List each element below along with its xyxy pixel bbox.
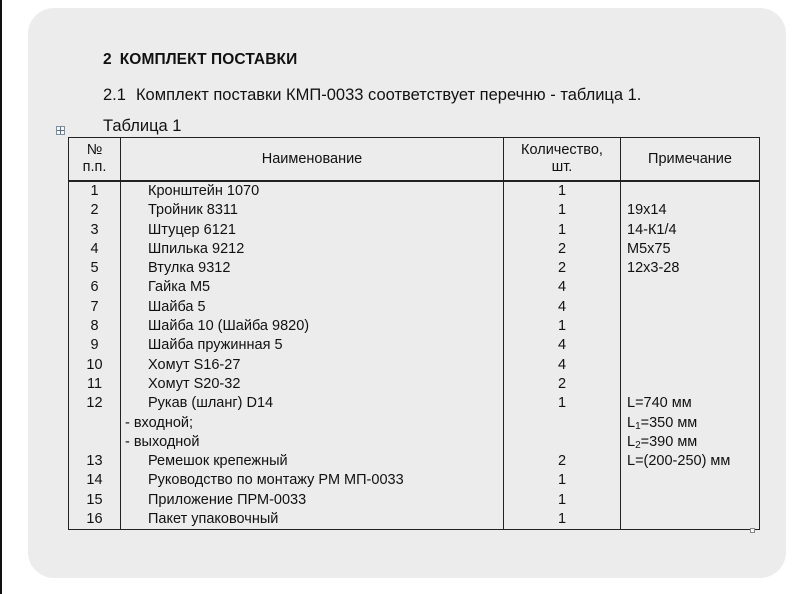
row-quantity: 2 — [504, 259, 621, 278]
table-row — [69, 491, 760, 510]
row-name: Втулка 9312 — [148, 260, 231, 277]
row-name: Кронштейн 1070 — [148, 183, 260, 199]
row-quantity: 1 — [504, 317, 621, 336]
row-note — [621, 317, 760, 336]
row-name-cell — [121, 394, 504, 413]
paragraph-text: Комплект поставки КМП-0033 соответствует перечню - таблица 1. — [135, 86, 642, 104]
table-row — [69, 394, 760, 413]
row-name: Шайба 5 — [148, 298, 206, 315]
row-quantity — [504, 433, 621, 452]
row-quantity: 1 — [504, 491, 621, 510]
row-name-cell — [121, 336, 504, 355]
row-name: Шайба пружинная 5 — [148, 337, 283, 354]
row-number: 7 — [69, 298, 121, 317]
row-name: Руководство по монтажу РМ МП-0033 — [148, 472, 404, 489]
section-title: КОМПЛЕКТ ПОСТАВКИ — [119, 51, 298, 68]
row-note — [621, 278, 760, 297]
header-name: Наименование — [121, 138, 504, 182]
table-row — [69, 201, 760, 220]
row-quantity: 1 — [504, 221, 621, 240]
row-number: 16 — [69, 510, 121, 530]
row-name: Хомут S20-32 — [148, 375, 241, 392]
row-quantity: 1 — [504, 510, 621, 530]
row-name-cell — [121, 471, 504, 490]
row-note: 14-К1/4 — [621, 221, 760, 240]
table-row — [69, 278, 760, 297]
row-note — [621, 356, 760, 375]
row-number: 13 — [69, 452, 121, 471]
row-number: 4 — [69, 240, 121, 259]
row-name: Рукав (шланг) D14 — [148, 395, 274, 412]
row-quantity: 4 — [504, 298, 621, 317]
table-row — [69, 471, 760, 490]
row-quantity: 1 — [504, 471, 621, 490]
row-number: 11 — [69, 375, 121, 394]
row-name-cell — [121, 491, 504, 510]
row-number: 15 — [69, 491, 121, 510]
row-quantity — [504, 414, 621, 433]
row-name-cell — [121, 356, 504, 375]
row-note: 19х14 — [621, 201, 760, 220]
row-quantity: 1 — [504, 201, 621, 220]
row-name-cell — [121, 240, 504, 259]
row-name-cell — [121, 278, 504, 297]
row-name: Пакет упаковочный — [148, 511, 279, 528]
row-note — [621, 336, 760, 355]
table-row — [69, 433, 760, 452]
supply-table — [68, 137, 760, 530]
row-number — [69, 433, 121, 452]
row-name-cell — [121, 510, 504, 530]
header-quantity-line1: Количество, — [521, 142, 603, 158]
table-row — [69, 510, 760, 530]
left-edge-rule — [0, 0, 2, 594]
row-name-cell — [121, 433, 504, 452]
row-name-cell — [121, 317, 504, 336]
row-note-prefix: L — [627, 433, 636, 450]
table-row — [69, 240, 760, 259]
row-name-cell — [121, 221, 504, 240]
table-row — [69, 259, 760, 278]
row-quantity: 2 — [504, 452, 621, 471]
row-note — [621, 181, 760, 201]
row-note — [621, 414, 760, 433]
row-number: 8 — [69, 317, 121, 336]
row-note-prefix: L — [627, 414, 636, 431]
row-name-cell — [121, 298, 504, 317]
header-quantity-line2: шт. — [551, 159, 573, 175]
row-number: 3 — [69, 221, 121, 240]
table-row — [69, 221, 760, 240]
row-name-cell — [121, 452, 504, 471]
row-quantity: 2 — [504, 375, 621, 394]
table-row — [69, 375, 760, 394]
table-row — [69, 452, 760, 471]
row-name: Шпилька 9212 — [148, 240, 245, 257]
row-quantity: 1 — [504, 181, 621, 201]
table-row — [69, 336, 760, 355]
row-name-cell — [121, 414, 504, 433]
row-name: Тройник 8311 — [148, 202, 238, 219]
table-row — [69, 181, 760, 201]
row-note — [621, 491, 760, 510]
row-quantity: 4 — [504, 356, 621, 375]
row-number: 2 — [69, 201, 121, 220]
row-note-suffix: =390 мм — [640, 433, 698, 450]
row-name: Шайба 10 (Шайба 9820) — [148, 318, 310, 335]
header-note: Примечание — [621, 138, 760, 182]
header-quantity — [504, 138, 621, 182]
row-name: Гайка М5 — [148, 279, 211, 296]
row-quantity: 4 — [504, 336, 621, 355]
row-note-subscript: 2 — [635, 439, 641, 451]
table-resize-handle-icon[interactable] — [750, 528, 755, 533]
table-move-handle-icon[interactable] — [56, 126, 65, 135]
row-number: 12 — [69, 394, 121, 413]
row-note-suffix: =350 мм — [640, 414, 698, 431]
paragraph-number: 2.1 — [103, 86, 126, 104]
table-row — [69, 356, 760, 375]
header-number-line1: № — [86, 142, 103, 158]
row-note — [621, 510, 760, 530]
row-name-cell — [121, 375, 504, 394]
row-number: 10 — [69, 356, 121, 375]
row-note — [621, 375, 760, 394]
row-note: L=740 мм — [621, 394, 760, 413]
row-number: 1 — [69, 181, 121, 201]
row-name: - выходной — [125, 433, 200, 450]
row-number: 9 — [69, 336, 121, 355]
row-name: Штуцер 6121 — [148, 221, 236, 238]
row-name-cell — [121, 201, 504, 220]
row-name: - входной; — [125, 414, 194, 431]
row-quantity: 4 — [504, 278, 621, 297]
row-name-cell — [121, 259, 504, 278]
header-number — [69, 138, 121, 182]
section-heading — [103, 51, 297, 69]
table-row — [69, 298, 760, 317]
section-number: 2 — [103, 51, 112, 68]
row-note — [621, 433, 760, 452]
row-note: L=(200-250) мм — [621, 452, 760, 471]
row-number: 14 — [69, 471, 121, 490]
intro-paragraph — [103, 86, 641, 105]
row-note — [621, 471, 760, 490]
row-name: Ремешок крепежный — [148, 453, 288, 470]
row-quantity: 2 — [504, 240, 621, 259]
table-caption: Таблица 1 — [103, 117, 182, 135]
row-quantity: 1 — [504, 394, 621, 413]
row-number: 6 — [69, 278, 121, 297]
row-note: 12х3-28 — [621, 259, 760, 278]
row-name: Хомут S16-27 — [148, 356, 241, 373]
table-row — [69, 317, 760, 336]
header-number-line2: п.п. — [82, 159, 107, 175]
row-name-cell — [121, 181, 504, 201]
row-note-subscript: 1 — [635, 420, 641, 432]
row-number: 5 — [69, 259, 121, 278]
table-body — [69, 181, 760, 530]
row-number — [69, 414, 121, 433]
table-row — [69, 414, 760, 433]
row-note — [621, 298, 760, 317]
row-note: М5х75 — [621, 240, 760, 259]
row-name: Приложение ПРМ-0033 — [148, 491, 307, 508]
table-header-row — [69, 138, 760, 182]
